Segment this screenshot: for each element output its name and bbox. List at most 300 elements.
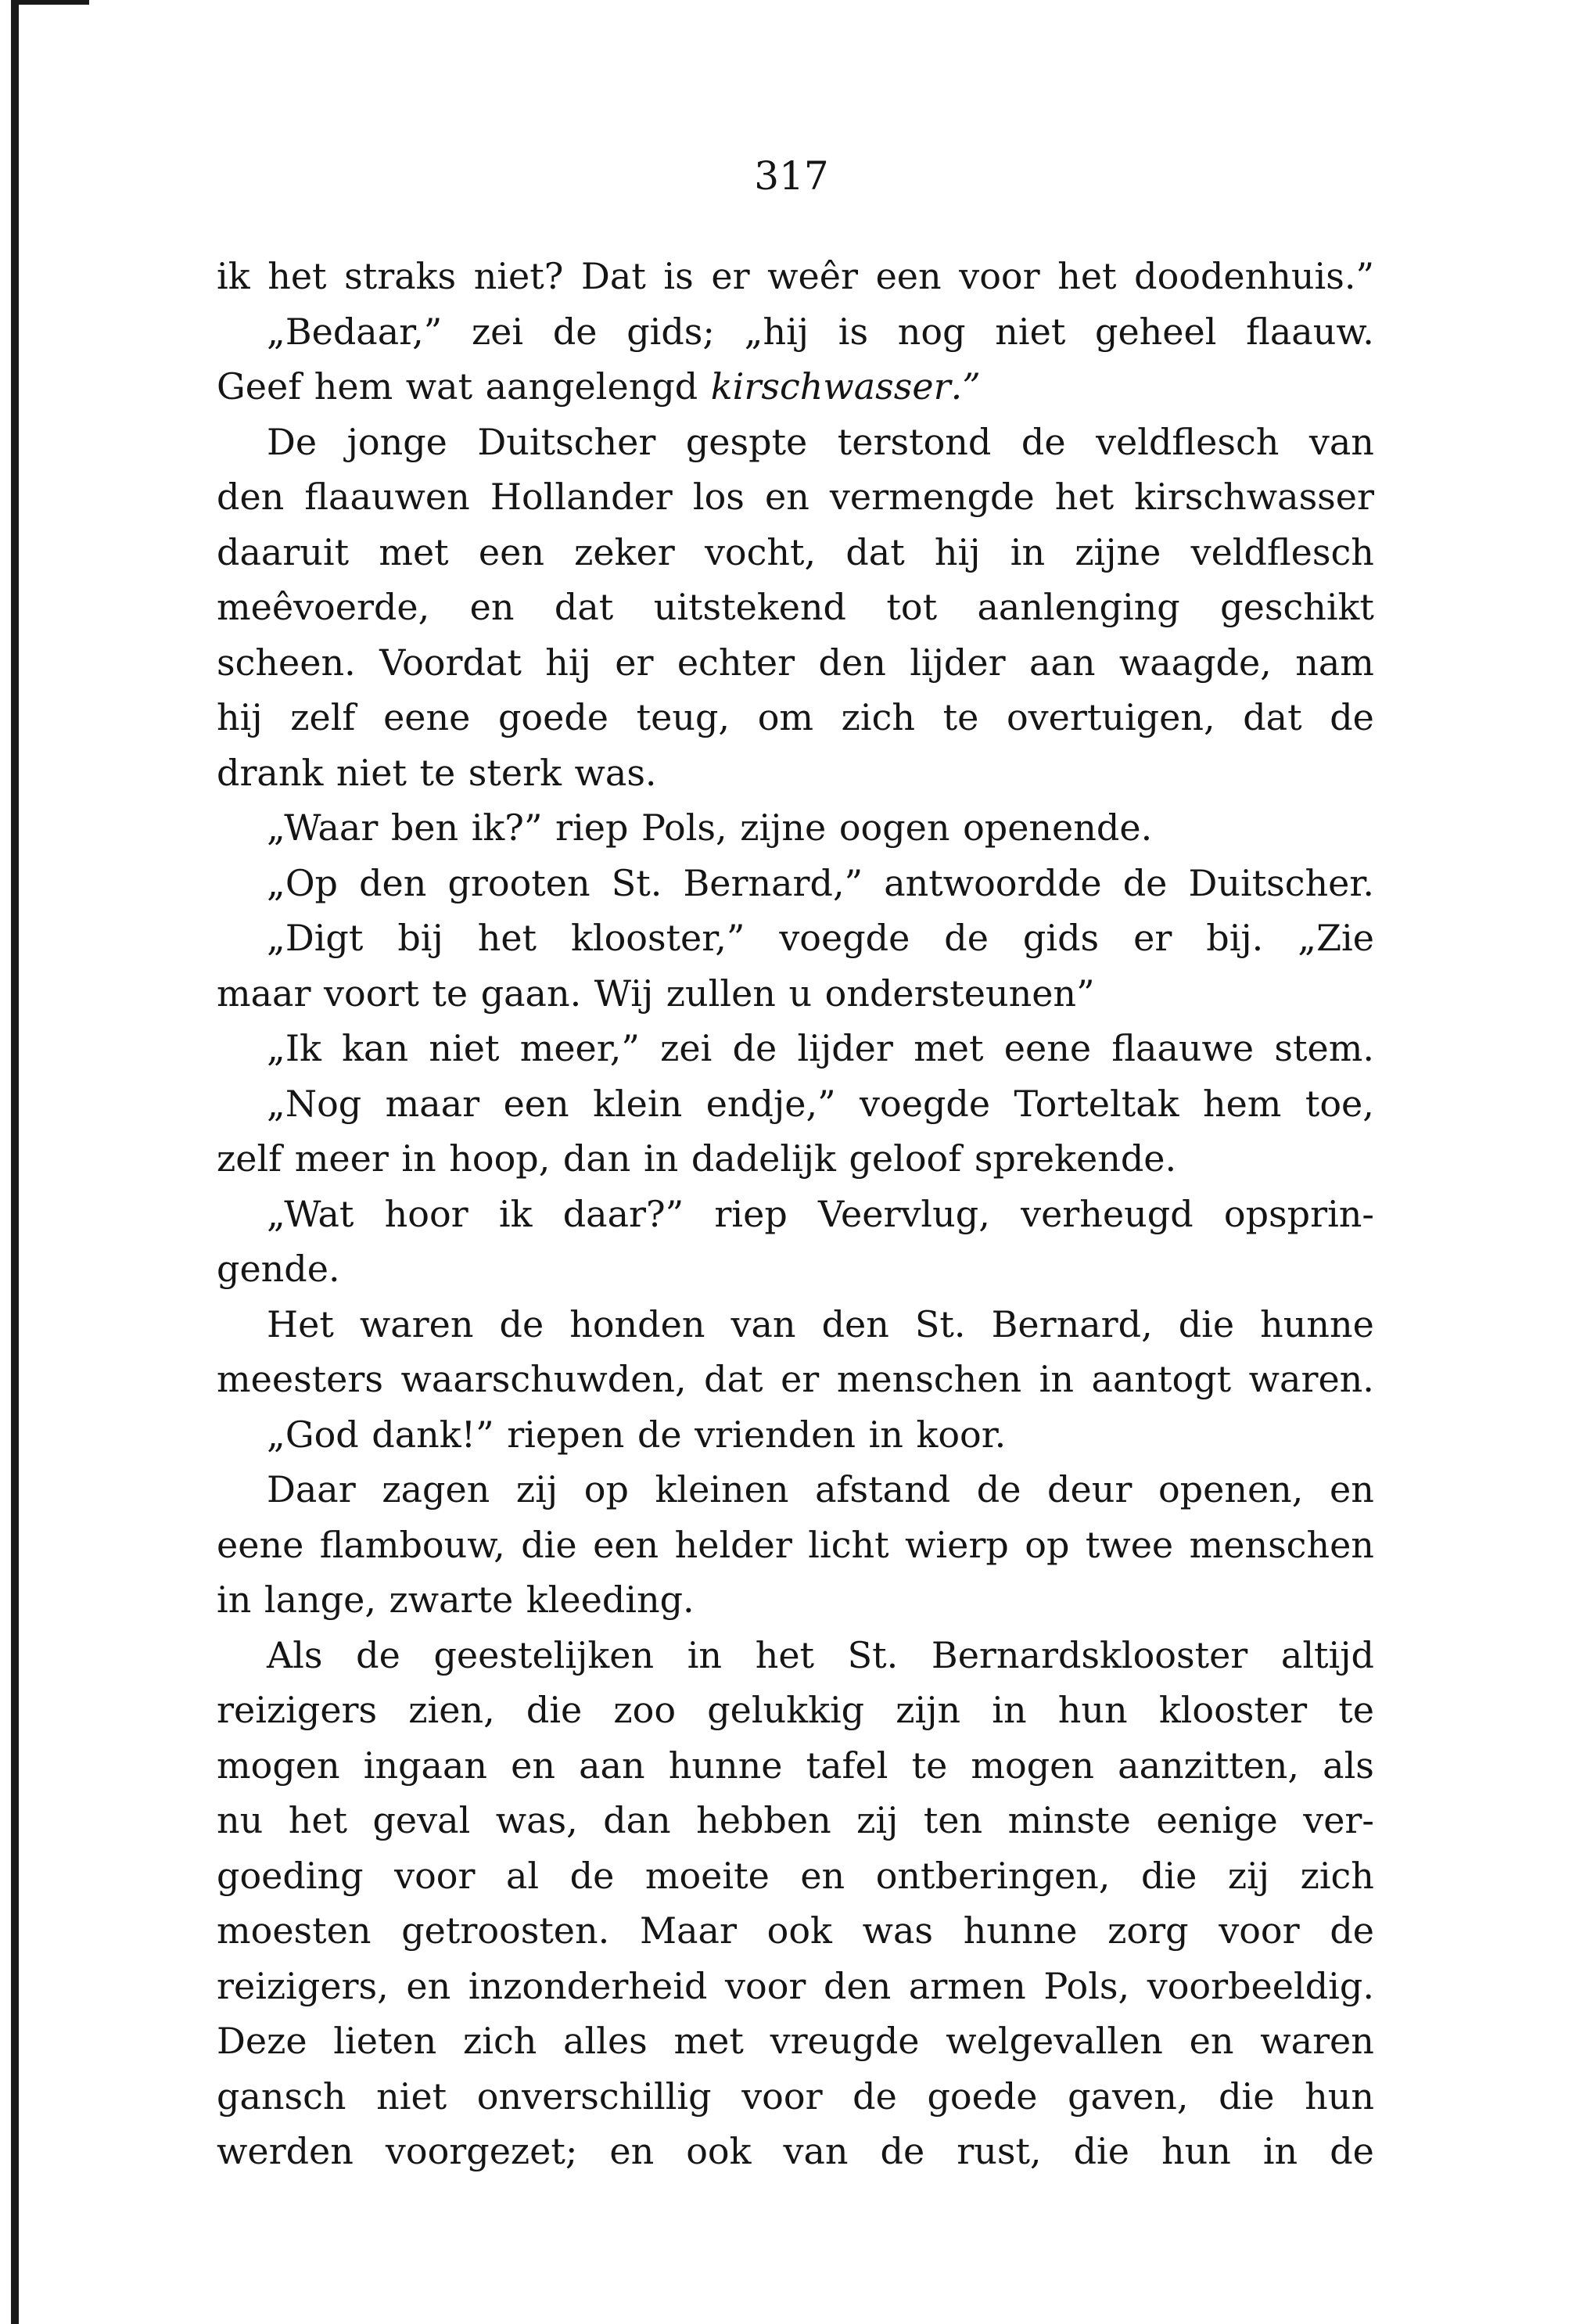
word: in <box>401 1137 436 1180</box>
word: een <box>875 255 942 297</box>
text-line <box>217 359 1374 415</box>
word: niet <box>995 310 1066 353</box>
word: zij <box>515 1468 558 1510</box>
word: er <box>615 641 654 684</box>
text-line <box>217 249 1374 304</box>
word: rust, <box>957 2130 1042 2172</box>
word: en <box>800 1854 845 1897</box>
word: te <box>1338 1689 1374 1731</box>
word: den <box>824 1964 892 2007</box>
word: geheel <box>1095 310 1217 353</box>
text-line <box>217 1683 1374 1738</box>
word: mogen <box>217 1744 340 1787</box>
word: hunne <box>963 1909 1078 1952</box>
word: flambouw, <box>319 1523 505 1566</box>
word: waren <box>1260 2020 1374 2062</box>
word: dadelijk <box>691 1137 836 1180</box>
word: voegde <box>860 1082 991 1125</box>
word: het <box>1054 476 1115 518</box>
word: Bernard,” <box>683 861 863 904</box>
word: was, <box>495 1799 578 1841</box>
word: er <box>711 255 750 297</box>
word: ben <box>390 806 459 849</box>
word: tot <box>886 586 938 628</box>
word: hem <box>1202 1082 1282 1125</box>
word: ondersteunen” <box>825 966 1107 1022</box>
word: maar <box>217 972 311 1015</box>
word: die <box>1073 2130 1129 2172</box>
word: van <box>1308 420 1374 463</box>
word: hij <box>217 696 263 738</box>
word: Pols, <box>641 806 727 849</box>
word: te <box>942 696 979 738</box>
word: St. <box>611 861 662 904</box>
text-line <box>217 1462 1374 1518</box>
word: op <box>1025 1523 1070 1566</box>
word: zijn <box>896 1689 961 1731</box>
word: in <box>643 1137 679 1180</box>
text-line <box>217 1297 1374 1352</box>
word: klooster <box>1158 1689 1308 1731</box>
word: zullen <box>666 972 776 1015</box>
word: gende. <box>217 1248 340 1290</box>
word: licht <box>808 1523 889 1566</box>
text-line <box>217 580 1374 635</box>
page-binding-edge <box>11 0 19 2324</box>
word: vrienden <box>695 1413 856 1456</box>
word: ik?” <box>471 806 543 849</box>
word: de <box>976 1468 1021 1510</box>
word: en <box>511 1744 555 1787</box>
word: van <box>783 2130 849 2172</box>
word: dan <box>603 1799 671 1841</box>
word: verheugd <box>1021 1192 1194 1235</box>
word: goede <box>497 696 609 738</box>
word: hun <box>1305 2074 1374 2117</box>
word: die <box>1178 1302 1235 1345</box>
word: scheen. <box>217 641 356 684</box>
word: werden <box>217 2130 354 2172</box>
word: ook <box>766 1909 832 1952</box>
word: dank!” <box>372 1413 494 1456</box>
text-line <box>217 2124 1374 2179</box>
word: het <box>288 1799 348 1841</box>
word: niet? <box>473 255 564 297</box>
word: de <box>1021 420 1066 463</box>
word: de <box>552 310 598 353</box>
word: te <box>432 972 468 1015</box>
word: riep <box>714 1192 788 1235</box>
word: vreugde <box>770 2020 920 2062</box>
word: eene <box>383 696 471 738</box>
word: De <box>267 420 318 463</box>
word: met <box>379 530 449 573</box>
word: Bernardsklooster <box>931 1633 1248 1676</box>
word: meêvoerde, <box>217 586 430 628</box>
word: zei <box>471 310 524 353</box>
text-line <box>217 525 1374 580</box>
word: en <box>764 476 809 518</box>
word: voor <box>725 1964 806 2007</box>
word: aantogt <box>1091 1358 1232 1400</box>
word: kirschwasser.” <box>711 359 993 415</box>
word: ik <box>498 1192 533 1235</box>
text-line <box>217 415 1374 470</box>
word: hoor <box>384 1192 468 1235</box>
word: nam <box>1295 641 1374 684</box>
word: „God <box>267 1413 359 1456</box>
word: geval <box>372 1799 471 1841</box>
word: vocht, <box>704 530 817 573</box>
word: in <box>687 1633 723 1676</box>
text-line <box>217 911 1374 966</box>
word: en <box>609 2130 655 2172</box>
word: klein <box>593 1082 683 1125</box>
word: voor <box>959 255 1040 297</box>
word: getroosten. <box>401 1909 610 1952</box>
word: het <box>267 255 327 297</box>
word: gaan. <box>480 972 582 1015</box>
word: zorg <box>1107 1909 1189 1952</box>
word: grooten <box>447 861 590 904</box>
word: goeding <box>217 1854 364 1897</box>
word: zij <box>1227 1854 1270 1897</box>
word: meer,” <box>519 1027 640 1069</box>
word: „Wat <box>267 1192 354 1235</box>
word: Pols, <box>1043 1964 1130 2007</box>
punctuation: ” <box>1076 972 1095 1015</box>
text-line <box>217 1793 1374 1848</box>
word: bij <box>397 917 443 959</box>
word: overtuigen, <box>1006 696 1215 738</box>
text-line <box>217 1187 1374 1242</box>
word: sprekende. <box>974 1137 1177 1180</box>
word: de <box>880 2130 925 2172</box>
word: aanlenging <box>977 586 1180 628</box>
word: minste <box>1007 1799 1131 1841</box>
text-line <box>217 1131 1374 1187</box>
word: nu <box>217 1799 264 1841</box>
word: afstand <box>815 1468 951 1510</box>
word: klooster,” <box>570 917 745 959</box>
word: hij <box>934 530 981 573</box>
text-line <box>217 1076 1374 1132</box>
text-line <box>217 1518 1374 1573</box>
word: veldflesch <box>1096 420 1280 463</box>
word: moeite <box>644 1854 770 1897</box>
word: zwarte <box>389 1579 514 1621</box>
word: kleeding. <box>526 1579 695 1621</box>
word: Bernard, <box>991 1302 1153 1345</box>
word: honden <box>569 1302 705 1345</box>
word: zij <box>856 1799 899 1841</box>
word: de <box>732 1027 777 1069</box>
text-line <box>217 1959 1374 2014</box>
word: waren. <box>1248 1358 1374 1400</box>
word: dat <box>704 1358 763 1400</box>
word: deur <box>1047 1468 1133 1510</box>
word: ik <box>217 255 250 297</box>
text-line <box>217 1572 1374 1628</box>
word: de <box>853 2074 897 2117</box>
word: gelukkig <box>707 1689 865 1731</box>
body-text <box>217 249 1374 2179</box>
word: de <box>569 1854 615 1897</box>
word: helder <box>674 1523 792 1566</box>
word: voorgezet; <box>385 2130 578 2172</box>
word: hoop, <box>449 1137 551 1180</box>
word: eene <box>1003 1027 1092 1069</box>
text-line <box>217 2069 1374 2125</box>
word: hem <box>314 365 393 408</box>
word: hunne <box>668 1744 783 1787</box>
word: hun <box>1057 1689 1128 1731</box>
word: waagde, <box>1118 641 1272 684</box>
word: toe, <box>1305 1082 1374 1125</box>
text-line <box>217 745 1374 801</box>
word: mogen <box>971 1744 1095 1787</box>
word: om <box>757 696 814 738</box>
word: kirschwasser <box>1134 476 1374 518</box>
word: St. <box>914 1302 966 1345</box>
word: „Bedaar,” <box>267 310 443 353</box>
word: de <box>637 1413 682 1456</box>
word: meesters <box>217 1358 383 1400</box>
word: het <box>1057 255 1117 297</box>
text-line <box>217 1407 1374 1463</box>
word: vermengde <box>829 476 1035 518</box>
word: eenige <box>1156 1799 1278 1841</box>
word: gansch <box>217 2074 346 2117</box>
word: doodenhuis.” <box>1134 255 1374 297</box>
word: de <box>944 917 989 959</box>
word: „Ik <box>267 1027 321 1069</box>
word: goede <box>927 2074 1038 2117</box>
word: van <box>730 1302 796 1345</box>
word: Geef <box>217 365 302 408</box>
word: ingaan <box>363 1744 487 1787</box>
word: Dat <box>581 255 646 297</box>
word: flaauwen <box>304 476 470 518</box>
word: Torteltak <box>1014 1082 1179 1125</box>
word: aanzitten, <box>1118 1744 1300 1787</box>
word: voort <box>324 972 419 1015</box>
word: „Nog <box>267 1082 362 1125</box>
word: lijder <box>797 1027 893 1069</box>
word: Duitscher <box>477 420 656 463</box>
word: in <box>1010 530 1046 573</box>
word: meer <box>294 1137 389 1180</box>
word: die <box>1219 2074 1275 2117</box>
word: zoo <box>613 1689 677 1731</box>
word: als <box>1323 1744 1374 1787</box>
word: flaauwe <box>1111 1027 1255 1069</box>
word: menschen <box>1189 1523 1374 1566</box>
word: Voordat <box>379 641 522 684</box>
word: die <box>521 1523 577 1566</box>
word: zich <box>463 2020 537 2062</box>
word: voorbeeldig. <box>1147 1964 1374 2007</box>
word: wat <box>405 365 473 408</box>
word: die <box>1140 1854 1197 1897</box>
word: Duitscher. <box>1188 861 1374 904</box>
text-line <box>217 1628 1374 1683</box>
text-line <box>217 690 1374 745</box>
word: zelf <box>290 696 356 738</box>
word: welgevallen <box>946 2020 1163 2062</box>
word: de <box>356 1633 400 1676</box>
word: en <box>1189 2020 1234 2062</box>
word: Hollander <box>490 476 673 518</box>
word: bij. <box>1206 917 1264 959</box>
word: aan <box>1028 641 1096 684</box>
word: uitstekend <box>653 586 846 628</box>
word: eene <box>217 1523 304 1566</box>
text-line <box>217 966 1374 1022</box>
page-number: 317 <box>754 153 829 199</box>
text-line <box>217 2013 1374 2069</box>
word: is <box>663 255 694 297</box>
word: inzonderheid <box>468 1964 708 2007</box>
word: antwoordde <box>884 861 1102 904</box>
word: niet <box>336 751 407 794</box>
word: te <box>911 1744 948 1787</box>
word: reizigers <box>217 1689 378 1731</box>
word: den <box>818 641 886 684</box>
word: zeker <box>574 530 675 573</box>
word: zagen <box>382 1468 490 1510</box>
word: moesten <box>217 1909 372 1952</box>
word: lijder <box>910 641 1006 684</box>
word: al <box>506 1854 540 1897</box>
text-line <box>217 635 1374 691</box>
word: het <box>755 1633 815 1676</box>
word: riep <box>555 806 629 849</box>
word: lieten <box>333 2020 437 2062</box>
word: hunne <box>1260 1302 1374 1345</box>
word: was. <box>574 751 657 794</box>
word: die <box>526 1689 583 1731</box>
word: ook <box>686 2130 752 2172</box>
word: „Waar <box>267 806 379 849</box>
word: den <box>821 1302 889 1345</box>
word: u <box>788 972 813 1015</box>
word: was <box>862 1909 934 1952</box>
word: menschen <box>836 1358 1022 1400</box>
word: „Digt <box>267 917 364 959</box>
text-line <box>217 856 1374 911</box>
word: hun <box>1161 2130 1231 2172</box>
word: ten <box>923 1799 983 1841</box>
text-line <box>217 469 1374 525</box>
word: St. <box>847 1633 899 1676</box>
word: met <box>914 1027 984 1069</box>
word: onverschillig <box>476 2074 712 2117</box>
word: zei <box>660 1027 713 1069</box>
word: weêr <box>767 255 858 297</box>
word: geestelijken <box>433 1633 655 1676</box>
word: oogen <box>838 806 950 849</box>
word: daaruit <box>217 530 350 573</box>
word: in <box>1039 1358 1074 1400</box>
word: armen <box>908 1964 1026 2007</box>
word: kan <box>342 1027 409 1069</box>
word: te <box>419 751 456 794</box>
word: kleinen <box>655 1468 789 1510</box>
word: Deze <box>217 2020 307 2062</box>
word: er <box>781 1358 820 1400</box>
word: niet <box>376 2074 447 2117</box>
word: Maar <box>640 1909 737 1952</box>
word: drank <box>217 751 324 794</box>
text-line <box>217 1738 1374 1794</box>
word: de <box>1330 2130 1374 2172</box>
word: Als <box>267 1633 323 1676</box>
punctuation: .” <box>950 365 981 408</box>
text-line <box>217 1241 1374 1297</box>
word: aangelengd <box>485 365 698 408</box>
word: zijne <box>740 806 827 849</box>
word: zich <box>1300 1854 1374 1897</box>
word: flaauw. <box>1246 310 1374 353</box>
word: zich <box>841 696 915 738</box>
word: dat <box>554 586 614 628</box>
word: de <box>1122 861 1168 904</box>
word: en <box>469 586 515 628</box>
word: los <box>692 476 745 518</box>
word: twee <box>1085 1523 1174 1566</box>
word: nog <box>897 310 966 353</box>
word: op <box>583 1468 629 1510</box>
word: ontberingen, <box>875 1854 1111 1897</box>
word: gids; <box>626 310 715 353</box>
word: lange, <box>264 1579 376 1621</box>
word: gids <box>1022 917 1100 959</box>
word: jonge <box>346 420 447 463</box>
text-line <box>217 800 1374 856</box>
text-line <box>217 1848 1374 1904</box>
word: terstond <box>837 420 992 463</box>
word: gespte <box>685 420 808 463</box>
word: openende. <box>963 806 1153 849</box>
word: „Op <box>267 861 338 904</box>
word: met <box>673 2020 744 2062</box>
word: endje,” <box>705 1082 836 1125</box>
word: straks <box>344 255 457 297</box>
word: zijne <box>1075 530 1161 573</box>
text-line <box>217 1352 1374 1407</box>
word: er <box>1133 917 1172 959</box>
word: altijd <box>1280 1633 1374 1676</box>
word: opsprin- <box>1223 1192 1374 1235</box>
text-line <box>217 1903 1374 1959</box>
word: ver- <box>1303 1799 1374 1841</box>
word: zien, <box>408 1689 495 1731</box>
word: waarschuwden, <box>400 1358 687 1400</box>
word: den <box>217 476 285 518</box>
word: „hij <box>744 310 809 353</box>
word: dat <box>1243 696 1302 738</box>
word: in <box>1262 2130 1298 2172</box>
word: dan <box>562 1137 631 1180</box>
word: voor <box>394 1854 476 1897</box>
word: koor. <box>916 1413 1007 1456</box>
word: Veervlug, <box>818 1192 990 1235</box>
word: dat <box>845 530 905 573</box>
word: het <box>477 917 537 959</box>
word: een <box>478 530 544 573</box>
word: maar <box>385 1082 480 1125</box>
